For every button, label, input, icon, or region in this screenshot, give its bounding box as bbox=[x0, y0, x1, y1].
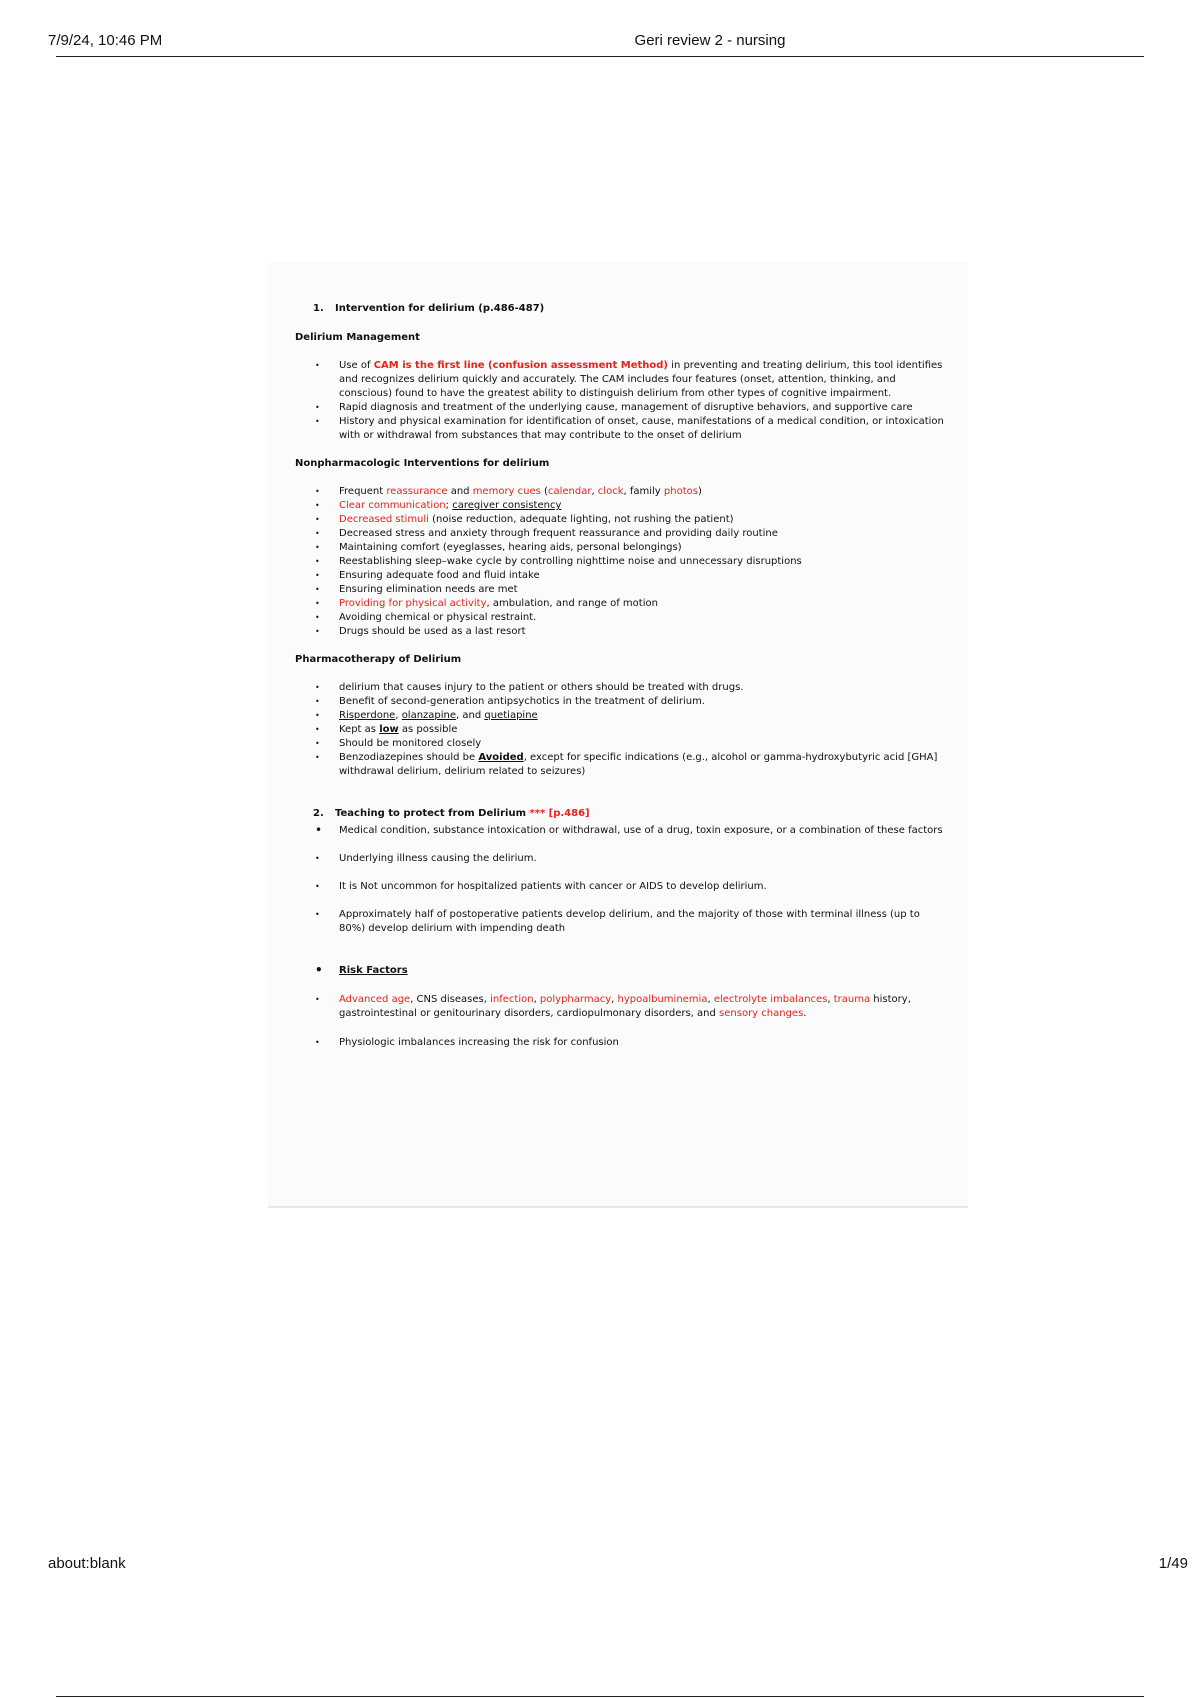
text-span: ; bbox=[445, 500, 453, 511]
text-span: Avoided bbox=[478, 752, 524, 763]
list-item: • Ensuring elimination needs are met bbox=[295, 583, 947, 597]
text-span: , and bbox=[456, 710, 485, 721]
list-item bbox=[295, 485, 947, 499]
list-item: • Physiologic imbalances increasing the risk for confusion bbox=[295, 1036, 947, 1050]
delirium-management-list bbox=[295, 359, 947, 443]
text-span: , bbox=[611, 994, 618, 1005]
list-item bbox=[295, 499, 947, 513]
section-1-heading bbox=[295, 302, 947, 316]
list-item bbox=[295, 751, 947, 779]
text-span: , bbox=[707, 994, 714, 1005]
text-span: as possible bbox=[398, 724, 458, 735]
text-span: , bbox=[827, 994, 834, 1005]
text-span: history, gastrointestinal or genitourinary disorders, cardiopulmonary disorders, and bbox=[339, 994, 911, 1019]
text-span: in preventing and treating delirium, this tool identifies and recognizes delirium quickly and accurately. The CAM includes four features (onset, attention, thinking, and conscious) found to have the greatest ability to distinguish delirium from other types of cognitive impairment. bbox=[339, 360, 943, 399]
text-span: , except for specific indications (e.g., alcohol or gamma-hydroxybutyric acid [GHA] withdrawal delirium, delirium related to seizures) bbox=[339, 752, 938, 777]
list-item bbox=[295, 513, 947, 527]
list-item bbox=[295, 723, 947, 737]
section-1-number: 1. bbox=[313, 303, 324, 314]
text-span: Kept as bbox=[339, 724, 380, 735]
list-item: • delirium that causes injury to the patient or others should be treated with drugs. bbox=[295, 681, 947, 695]
text-span: trauma bbox=[833, 994, 871, 1005]
list-item: • Should be monitored closely bbox=[295, 737, 947, 751]
list-item: • Maintaining comfort (eyeglasses, hearing aids, personal belongings) bbox=[295, 541, 947, 555]
text-span: , family bbox=[623, 486, 664, 497]
text-span: Clear communication bbox=[339, 500, 446, 511]
pharmacotherapy-heading: Pharmacotherapy of Delirium bbox=[295, 654, 462, 665]
list-item: • Ensuring adequate food and fluid intake bbox=[295, 569, 947, 583]
list-item: • Approximately half of postoperative patients develop delirium, and the majority of those with terminal illness (up to 80%) develop delirium with impending death bbox=[295, 908, 947, 936]
text-span: (noise reduction, adequate lighting, not rushing the patient) bbox=[428, 514, 734, 525]
text-span: quetiapine bbox=[484, 710, 538, 721]
text-span: infection bbox=[490, 994, 534, 1005]
text-span: and bbox=[447, 486, 473, 497]
text-span: Providing for physical activity bbox=[339, 598, 487, 609]
text-span: memory cues bbox=[472, 486, 541, 497]
text-span: CAM is the first line (confusion assessment Method) bbox=[373, 360, 668, 371]
text-span: photos bbox=[663, 486, 698, 497]
text-span: , bbox=[591, 486, 598, 497]
list-item: • Benefit of second-generation antipsychotics in the treatment of delirium. bbox=[295, 695, 947, 709]
text-span: Use of bbox=[339, 360, 374, 371]
delirium-management-heading: Delirium Management bbox=[295, 332, 420, 343]
text-span: , ambulation, and range of motion bbox=[486, 598, 658, 609]
text-span: calendar bbox=[547, 486, 592, 497]
text-span: olanzapine bbox=[401, 710, 457, 721]
text-span: sensory changes bbox=[719, 1008, 804, 1019]
text-span: ( bbox=[540, 486, 548, 497]
header-divider bbox=[56, 56, 1144, 57]
list-item bbox=[295, 597, 947, 611]
text-span: clock bbox=[597, 486, 624, 497]
text-span: Decreased stimuli bbox=[339, 514, 429, 525]
footer-url: about:blank bbox=[48, 1555, 126, 1572]
text-span: Risperdone bbox=[339, 710, 396, 721]
list-item: • Reestablishing sleep–wake cycle by controlling nighttime noise and unnecessary disruptions bbox=[295, 555, 947, 569]
text-span: Benzodiazepines should be bbox=[339, 752, 479, 763]
text-span: reassurance bbox=[386, 486, 448, 497]
section-2-mark: *** [p.486] bbox=[526, 808, 590, 819]
section-2-title: Teaching to protect from Delirium bbox=[335, 808, 526, 819]
text-span: ) bbox=[697, 486, 702, 497]
text-span: , CNS diseases, bbox=[410, 994, 491, 1005]
text-span: . bbox=[803, 1008, 807, 1019]
list-item: • History and physical examination for identification of onset, cause, manifestations of a medical condition, or intoxication with or withdrawal from substances that may contribute to the onset of delirium bbox=[295, 415, 947, 443]
list-item: • Decreased stress and anxiety through frequent reassurance and providing daily routine bbox=[295, 527, 947, 541]
list-item bbox=[295, 709, 947, 723]
text-span: electrolyte imbalances bbox=[713, 994, 828, 1005]
text-span: , bbox=[533, 994, 540, 1005]
list-item: • Underlying illness causing the delirium. bbox=[295, 852, 947, 866]
footer-divider bbox=[56, 1696, 1144, 1697]
pharmacotherapy-list bbox=[295, 681, 947, 779]
list-item: • Drugs should be used as a last resort bbox=[295, 625, 947, 639]
nonpharm-heading: Nonpharmacologic Interventions for delirium bbox=[295, 458, 550, 469]
list-item: • Rapid diagnosis and treatment of the underlying cause, management of disruptive behaviors, and supportive care bbox=[295, 401, 947, 415]
header-datetime: 7/9/24, 10:46 PM bbox=[48, 32, 163, 49]
teaching-list bbox=[295, 824, 947, 1050]
page-image bbox=[268, 262, 968, 1208]
text-span: , bbox=[395, 710, 402, 721]
text-span: hypoalbuminemia bbox=[617, 994, 708, 1005]
section-2-heading bbox=[295, 807, 947, 821]
page-number: 1/49 bbox=[1158, 1555, 1188, 1572]
text-span: caregiver consistency bbox=[452, 500, 562, 511]
nonpharm-list bbox=[295, 485, 947, 639]
list-item: • Avoiding chemical or physical restraint. bbox=[295, 611, 947, 625]
section-2-number: 2. bbox=[313, 808, 324, 819]
document-title: Geri review 2 - nursing bbox=[634, 32, 786, 49]
text-span: Advanced age bbox=[339, 994, 411, 1005]
page-content bbox=[295, 302, 947, 1050]
text-span: polypharmacy bbox=[539, 994, 612, 1005]
list-item bbox=[295, 993, 947, 1021]
list-item: • Medical condition, substance intoxication or withdrawal, use of a drug, toxin exposure, or a combination of these factors bbox=[295, 824, 947, 838]
section-1-title: Intervention for delirium (p.486-487) bbox=[335, 303, 545, 314]
text-span: low bbox=[379, 724, 399, 735]
list-item bbox=[295, 359, 947, 401]
text-span: Frequent bbox=[339, 486, 387, 497]
risk-factors-heading: • Risk Factors bbox=[295, 964, 947, 978]
list-item: • It is Not uncommon for hospitalized patients with cancer or AIDS to develop delirium. bbox=[295, 880, 947, 894]
